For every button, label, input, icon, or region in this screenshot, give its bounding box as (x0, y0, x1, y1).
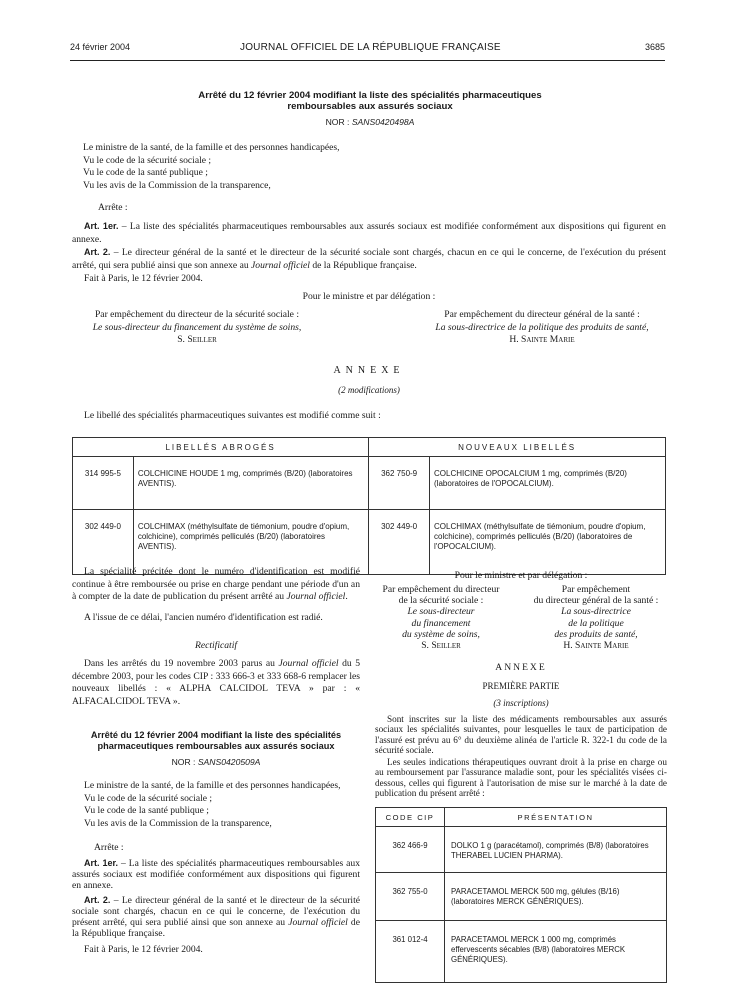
decree1-title-line2: remboursables aux assurés sociaux (287, 101, 453, 112)
decree1-left-signature (72, 309, 322, 347)
column-header-presentation: PRÉSENTATION (445, 808, 667, 827)
nor-code: SANS0420498A (351, 117, 415, 127)
header-date: 24 février 2004 (70, 42, 131, 52)
decree1-article-2 (72, 246, 666, 272)
signatory-name: H. Sainte Marie (509, 334, 575, 345)
decree2-part-subtitle: (3 inscriptions) (493, 698, 549, 708)
table-row (376, 873, 667, 921)
table-row (73, 457, 666, 510)
decree2-delegation: Pour le ministre et par délégation : (454, 570, 588, 581)
signature-line: du système de soins, (402, 628, 480, 640)
signature-line: Le sous-directeur du financement du système de soins, (92, 321, 302, 333)
rectificatif-title: Rectificatif (194, 640, 238, 651)
decree2-done: Fait à Paris, le 12 février 2004. (84, 944, 203, 955)
signature-line: des produits de santé, (554, 628, 638, 640)
page-number: 3685 (644, 42, 665, 52)
cip-code: 362 755-0 (376, 873, 445, 921)
old-code: 302 449-0 (73, 510, 134, 575)
decree1-arrete: Arrête : (98, 202, 128, 213)
decree1-radiation-paragraph: A l'issue de ce délai, l'ancien numéro d'identification est radié. (84, 612, 323, 623)
table-row (73, 510, 666, 575)
preamble-line: Vu les avis de la Commission de la transparence, (84, 817, 272, 829)
decree1-title-line1: Arrêté du 12 février 2004 modifiant la liste des spécialités pharmaceutiques (198, 90, 542, 101)
column-header-old: LIBELLÉS ABROGÉS (73, 438, 369, 457)
signature-line: du directeur général de la santé : (533, 595, 659, 607)
nor-code: SANS0420509A (197, 757, 261, 767)
preamble-line: Le ministre de la santé, de la famille et des personnes handicapées, (83, 142, 340, 153)
decree1-annex-subtitle: (2 modifications) (338, 385, 400, 395)
presentation-label: PARACETAMOL MERCK 1 000 mg, comprimés effervescents sécables (B/8) (laboratoires MERCK GÉNÉRIQUES). (445, 921, 667, 983)
decree2-left-signature (370, 584, 512, 651)
journal-ref: Journal officiel (251, 259, 310, 271)
preamble-line: Vu le code de la sécurité sociale ; (83, 154, 212, 166)
article-label: Art. 2. (84, 895, 111, 905)
signatory-name: H. Sainte Marie (563, 640, 629, 652)
signature-line: du financement (411, 617, 471, 629)
cip-code: 362 466-9 (376, 827, 445, 873)
old-label: COLCHICINE HOUDE 1 mg, comprimés (B/20) (laboratoires AVENTIS). (133, 457, 368, 510)
journal-title: JOURNAL OFFICIEL DE LA RÉPUBLIQUE FRANÇAISE (240, 42, 501, 53)
nor-label: NOR : (325, 117, 350, 127)
new-code: 362 750-9 (369, 457, 430, 510)
decree1-done: Fait à Paris, le 12 février 2004. (84, 273, 203, 284)
new-label: COLCHIMAX (méthylsulfate de tiémonium, poudre d'opium, colchicine), comprimés pelliculés (B/20) (laboratoires de l'OPOCALCIUM). (430, 510, 666, 575)
decree1-annex-intro: Le libellé des spécialités pharmaceutiques suivantes est modifié comme suit : (84, 410, 381, 421)
decree2-annex-title: ANNEXE (495, 662, 547, 673)
decree1-right-signature (412, 309, 672, 347)
new-code: 302 449-0 (369, 510, 430, 575)
article-text: de la République française. (72, 917, 360, 939)
signature-line: Par empêchement (561, 584, 631, 595)
decree2-nor (72, 757, 360, 767)
modifications-table (72, 437, 666, 575)
signature-line: Le sous-directeur (407, 606, 475, 618)
article-text: de la République française. (309, 259, 417, 271)
decree2-preamble (72, 780, 360, 830)
decree2-arrete: Arrête : (94, 842, 124, 853)
decree1-transition-paragraph (72, 566, 360, 604)
decree2-article-1 (72, 858, 360, 891)
decree2-paragraph-2: Les seules indications thérapeutiques ouvrant droit à la prise en charge ou au remboursement par l'assurance maladie sont, pour les spécialités visées ci-dessous, celles qui figurent à l'autorisation de mise sur le marché à la date de publication du présent arrêté : (375, 757, 667, 799)
table-row (376, 921, 667, 983)
article-label: Art. 1er. (84, 221, 119, 231)
cip-code: 361 012-4 (376, 921, 445, 983)
inscriptions-table (375, 807, 667, 983)
decree1-title (150, 90, 590, 112)
table-row (376, 827, 667, 873)
presentation-label: DOLKO 1 g (paracétamol), comprimés (B/8) (laboratoires THERABEL LUCIEN PHARMA). (445, 827, 667, 873)
preamble-line: Vu le code de la santé publique ; (84, 805, 209, 816)
signature-line: Par empêchement du directeur général de la santé : (444, 309, 640, 320)
signatory-name: S. Seiller (421, 640, 461, 652)
paragraph-text: Dans les arrêtés du 19 novembre 2003 parus au (84, 658, 279, 669)
journal-ref: Journal officiel (278, 658, 339, 669)
new-label: COLCHICINE OPOCALCIUM 1 mg, comprimés (B/20) (laboratoires de l'OPOCALCIUM). (430, 457, 666, 510)
old-label: COLCHIMAX (méthylsulfate de tiémonium, poudre d'opium, colchicine), comprimés pelliculés (B/20) (laboratoires AVENTIS). (133, 510, 368, 575)
decree2-title: Arrêté du 12 février 2004 modifiant la liste des spécialités pharmaceutiques remboursables aux assurés sociaux (90, 730, 342, 751)
decree1-annex-title: ANNEXE (333, 365, 405, 376)
signature-line: de la politique (568, 617, 624, 629)
journal-ref: Journal officiel (286, 591, 346, 602)
decree2-part-title: PREMIÈRE PARTIE (482, 681, 560, 691)
signature-line: de la sécurité sociale : (398, 595, 484, 607)
article-text: – Le directeur général de la santé et le directeur de la sécurité sociale sont chargés, chacun en ce qui le concerne, de l'exécution du présent arrêté, qui sera publié ainsi que son annexe au (72, 895, 360, 928)
decree1-article-1 (72, 220, 666, 246)
header-rule (70, 60, 665, 61)
decree2-right-signature (518, 584, 674, 651)
decree2-article-2 (72, 895, 360, 939)
preamble-line: Le ministre de la santé, de la famille et des personnes handicapées, (84, 780, 341, 791)
article-label: Art. 2. (84, 247, 111, 257)
signature-line: Par empêchement du directeur (382, 584, 500, 595)
article-text: – La liste des spécialités pharmaceutiques remboursables aux assurés sociaux est modifiée conformément aux dispositions qui figurent en annexe. (72, 858, 360, 891)
paragraph-text: La spécialité précitée dont le numéro d'identification est modifié continue à être remboursée ou prise en charge pendant une période d'un an à compter de la date de publication du présent arrêté au (72, 566, 360, 602)
decree1-nor (270, 117, 470, 127)
presentation-label: PARACETAMOL MERCK 500 mg, gélules (B/16) (laboratoires MERCK GÉNÉRIQUES). (445, 873, 667, 921)
preamble-line: Vu le code de la sécurité sociale ; (84, 792, 213, 804)
decree1-preamble (83, 142, 663, 192)
article-label: Art. 1er. (84, 858, 119, 868)
column-header-new: NOUVEAUX LIBELLÉS (369, 438, 666, 457)
paragraph-text: . (345, 591, 348, 602)
signature-line: La sous-directrice de la politique des produits de santé, (435, 321, 649, 333)
rectificatif-text (72, 658, 360, 708)
nor-label: NOR : (171, 757, 196, 767)
decree2-paragraph-1: Sont inscrites sur la liste des médicaments remboursables aux assurés sociaux les spécialités suivantes, pour lesquelles le taux de participation de l'assuré est prévu au 6° du deuxième alinéa de l'article R. 322-1 du code de la sécurité sociale. (375, 714, 667, 756)
preamble-line: Vu le code de la santé publique ; (83, 167, 208, 178)
paragraph-text: du 5 décembre 2003, pour les codes CIP : 333 666-3 et 333 668-6 remplacer les nouveaux libellés : « ALPHA CALCIDOL TEVA » par : « ALFACALCIDOL TEVA ». (72, 658, 361, 707)
preamble-line: Vu les avis de la Commission de la transparence, (83, 179, 271, 191)
signatory-name: S. Seiller (177, 334, 217, 345)
article-text: – La liste des spécialités pharmaceutiques remboursables aux assurés sociaux est modifiée conformément aux dispositions qui figurent en annexe. (72, 221, 666, 245)
decree1-delegation: Pour le ministre et par délégation : (302, 291, 436, 302)
signature-line: Par empêchement du directeur de la sécurité sociale : (94, 309, 300, 320)
article-text: – Le directeur général de la santé et le directeur de la sécurité sociale sont chargés, chacun en ce qui le concerne, de l'exécution du présent arrêté, qui sera publié ainsi que son annexe au (72, 247, 667, 271)
page-header (70, 42, 665, 56)
old-code: 314 995-5 (73, 457, 134, 510)
journal-ref: Journal officiel (288, 917, 348, 928)
signature-line: La sous-directrice (561, 606, 631, 618)
column-header-code: CODE CIP (376, 808, 445, 827)
